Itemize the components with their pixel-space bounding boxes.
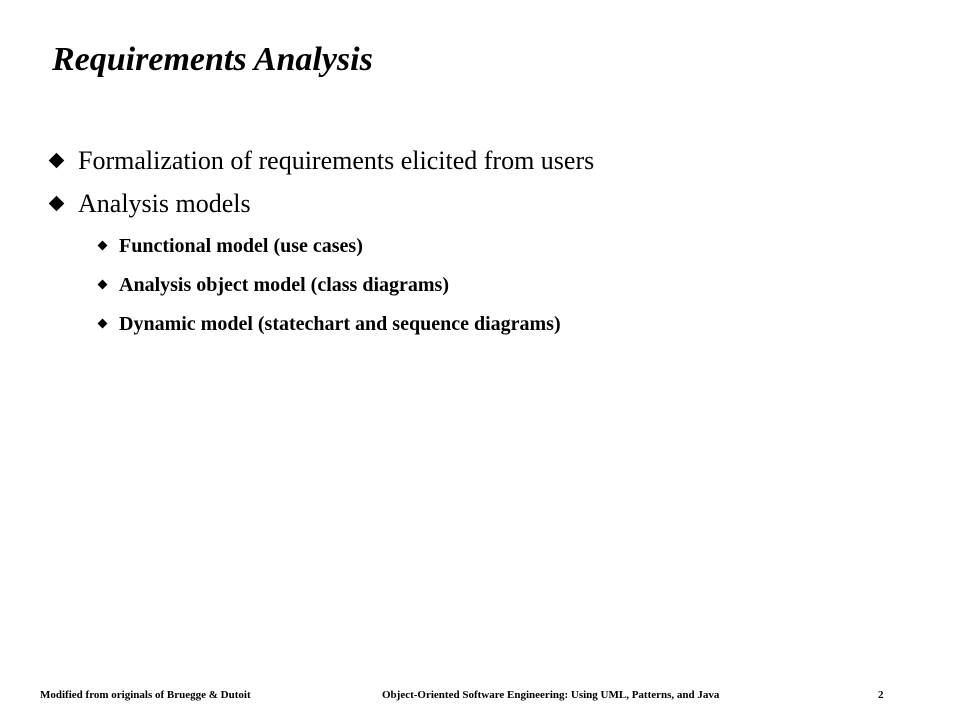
bullet-text: Analysis models — [78, 189, 251, 218]
diamond-bullet-icon — [49, 196, 65, 212]
diamond-bullet-icon — [49, 153, 65, 169]
diamond-bullet-icon — [98, 241, 108, 251]
footer-course-title: Object-Oriented Software Engineering: Using UML, Patterns, and Java — [382, 689, 720, 701]
bullet-text: Formalization of requirements elicited from users — [78, 146, 595, 175]
sub-bullet-text: Analysis object model (class diagrams) — [119, 274, 449, 296]
slide-title: Requirements Analysis — [52, 41, 373, 78]
sub-bullet-text: Functional model (use cases) — [119, 235, 363, 257]
page-number: 2 — [878, 689, 884, 701]
sub-bullet-text: Dynamic model (statechart and sequence diagrams) — [119, 313, 561, 335]
diamond-bullet-icon — [98, 319, 108, 329]
footer-credit: Modified from originals of Bruegge & Dutoit — [40, 689, 251, 701]
diamond-bullet-icon — [98, 280, 108, 290]
